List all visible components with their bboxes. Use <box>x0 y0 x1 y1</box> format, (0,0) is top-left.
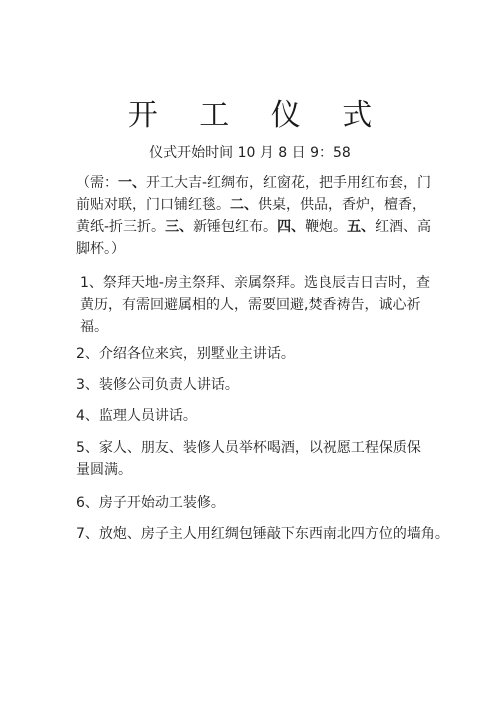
step-item: 2、介绍各位来宾，别墅业主讲话。 <box>76 346 295 362</box>
req-text-5: 红酒、高脚杯。 <box>76 219 432 257</box>
step-item: 1、祭拜天地-房主祭拜、亲属祭拜。选良辰吉日吉时，查黄历，有需回避属相的人，需要回避,焚香祷告，诚心祈福。 <box>80 275 430 335</box>
req-text-1: 开工大吉-红绸布，红窗花，把手用红布套，门前贴对联，门口铺红毯。 <box>76 175 432 213</box>
step-item: 5、家人、朋友、装修人员举杯喝酒，以祝愿工程保质保量圆满。 <box>76 440 421 478</box>
step-item: 6、房子开始动工装修。 <box>76 495 225 511</box>
req-open: （需： <box>76 175 118 191</box>
req-num-4: 四、 <box>277 219 306 235</box>
req-close: ） <box>111 241 125 257</box>
req-text-2: 供桌，供品，香炉，檀香，黄纸-折三折。 <box>76 197 426 235</box>
page-title: 开 工 仪 式 <box>127 98 389 133</box>
req-text-3: 新锤包红布。 <box>193 219 278 235</box>
req-num-1: 一、 <box>118 175 146 191</box>
step-item: 3、装修公司负责人讲话。 <box>76 377 239 393</box>
requirements-paragraph <box>76 172 432 260</box>
req-num-2: 二、 <box>230 197 258 213</box>
req-num-3: 三、 <box>165 219 194 235</box>
req-num-5: 五、 <box>347 219 376 235</box>
step-item: 7、放炮、房子主人用红绸包锤敲下东西南北四方位的墙角。 <box>76 526 449 542</box>
req-text-4: 鞭炮。 <box>305 219 348 235</box>
step-item: 4、监理人员讲话。 <box>76 408 197 424</box>
start-time: 仪式开始时间 10 月 8 日 9：58 <box>149 145 351 161</box>
